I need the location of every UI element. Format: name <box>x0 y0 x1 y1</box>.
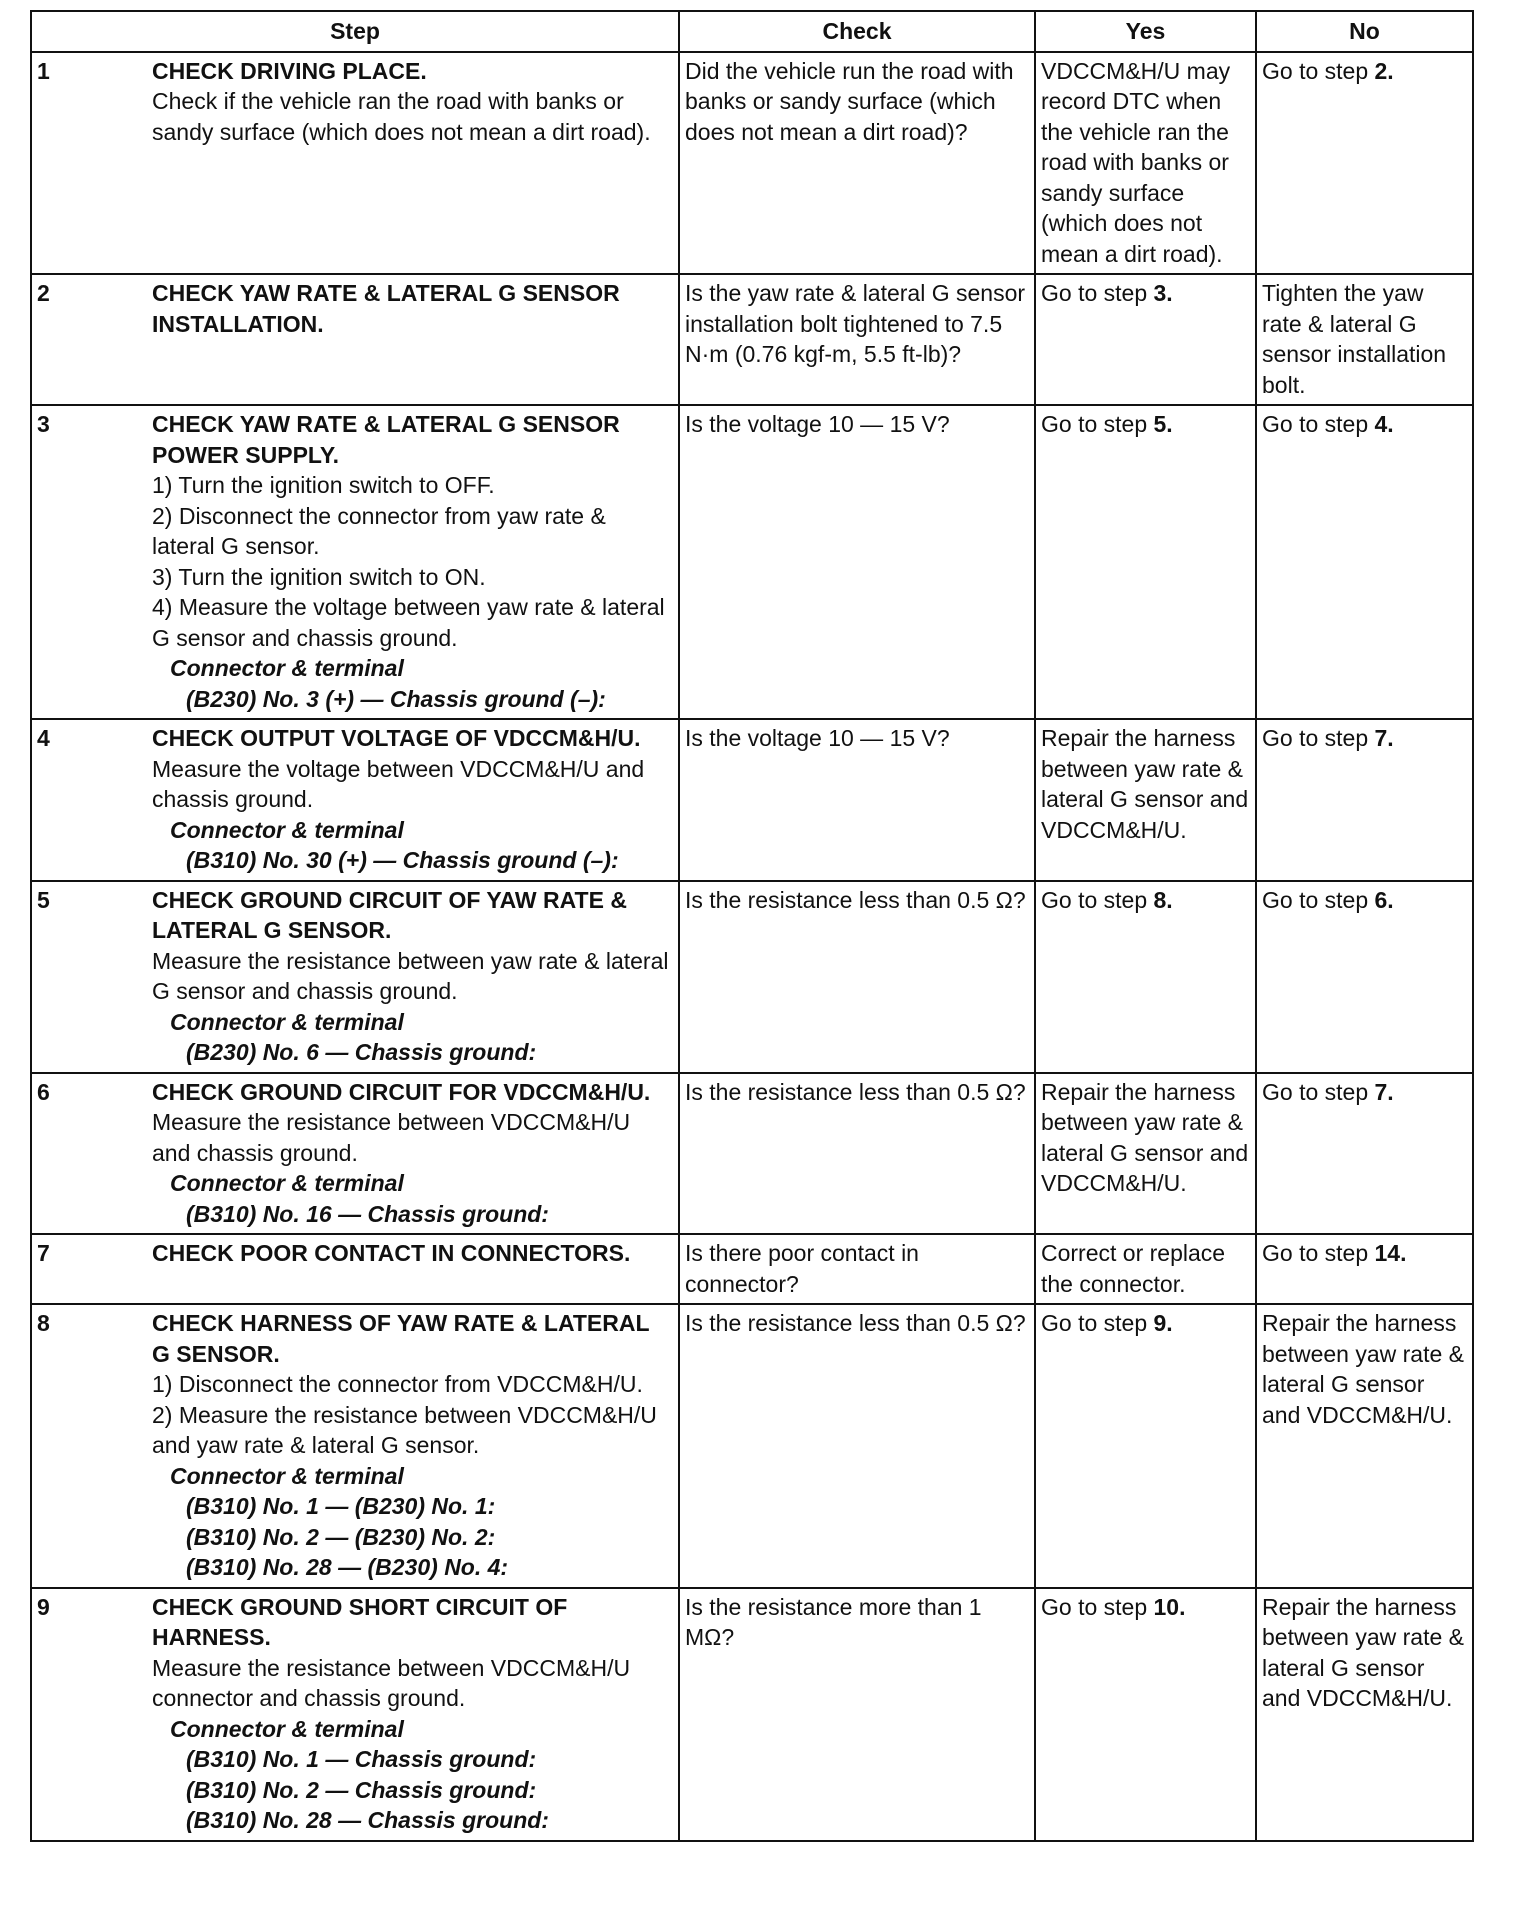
no-cell <box>1256 881 1473 1073</box>
table-row <box>31 52 1473 275</box>
table-row <box>31 881 1473 1073</box>
step-instruction: Measure the resistance between yaw rate & lateral G sensor and chassis ground. <box>152 947 669 1004</box>
step-title: CHECK GROUND CIRCUIT FOR VDCCM&H/U. <box>152 1078 651 1105</box>
step-instruction: 2) Disconnect the connector from yaw rate & lateral G sensor. <box>152 502 606 559</box>
yes-text: Go to step <box>1041 1310 1154 1336</box>
header-no: No <box>1256 11 1473 52</box>
check-cell: Is the resistance less than 0.5 Ω? <box>679 881 1035 1073</box>
yes-cell <box>1035 1304 1256 1588</box>
yes-step-ref: 9. <box>1153 1310 1173 1336</box>
no-step-ref: 2. <box>1374 57 1394 84</box>
step-title: CHECK POOR CONTACT IN CONNECTORS. <box>152 1240 631 1266</box>
step-content <box>37 1308 673 1583</box>
yes-text: Go to step <box>1041 886 1154 913</box>
step-title: CHECK DRIVING PLACE. <box>152 57 427 84</box>
connector-heading: Connector & terminal <box>170 1462 404 1489</box>
no-cell <box>1256 1588 1473 1841</box>
no-text: Go to step <box>1262 725 1375 751</box>
no-cell <box>1256 405 1473 719</box>
step-content <box>37 1077 673 1230</box>
step-cell <box>31 405 679 719</box>
yes-cell <box>1035 1073 1256 1235</box>
table-row <box>31 274 1473 405</box>
yes-text: Correct or replace the connector. <box>1041 1240 1226 1297</box>
document-page <box>30 10 1472 1842</box>
step-content <box>37 885 673 1068</box>
step-title: CHECK YAW RATE & LATERAL G SENSOR INSTALLATION. <box>152 280 620 337</box>
yes-text: Go to step <box>1041 411 1154 437</box>
step-instruction: Measure the resistance between VDCCM&H/U connector and chassis ground. <box>152 1654 631 1711</box>
connector-terminal: (B230) No. 3 (+) — Chassis ground (–): <box>186 685 606 712</box>
step-cell <box>31 1304 679 1588</box>
yes-cell <box>1035 52 1256 275</box>
step-body <box>152 723 673 876</box>
step-number: 8 <box>37 1310 50 1336</box>
step-content <box>37 409 673 714</box>
no-cell <box>1256 1304 1473 1588</box>
check-cell: Is the voltage 10 — 15 V? <box>679 719 1035 881</box>
check-cell: Did the vehicle run the road with banks or sandy surface (which does not mean a dirt road)? <box>679 52 1035 275</box>
step-instruction: 1) Turn the ignition switch to OFF. <box>152 472 495 498</box>
step-number: 6 <box>37 1078 50 1105</box>
table-row <box>31 405 1473 719</box>
table-row <box>31 1234 1473 1304</box>
no-cell <box>1256 274 1473 405</box>
step-cell <box>31 52 679 275</box>
check-cell: Is the voltage 10 — 15 V? <box>679 405 1035 719</box>
step-cell <box>31 1073 679 1235</box>
no-cell <box>1256 719 1473 881</box>
step-instruction: 1) Disconnect the connector from VDCCM&H/U. <box>152 1371 643 1397</box>
step-title: CHECK OUTPUT VOLTAGE OF VDCCM&H/U. <box>152 725 641 751</box>
connector-terminal: (B310) No. 1 — (B230) No. 1: <box>186 1493 496 1519</box>
no-cell <box>1256 1073 1473 1235</box>
yes-step-ref: 8. <box>1153 886 1173 913</box>
header-yes: Yes <box>1035 11 1256 52</box>
yes-step-ref: 5. <box>1153 411 1173 437</box>
step-body <box>152 885 673 1068</box>
yes-text: Go to step <box>1041 280 1154 306</box>
step-cell <box>31 719 679 881</box>
yes-text: VDCCM&H/U may record DTC when the vehicle ran the road with banks or sandy surface (which does not mean a dirt road). <box>1041 57 1231 267</box>
step-number: 4 <box>37 725 50 751</box>
yes-cell <box>1035 274 1256 405</box>
connector-heading: Connector & terminal <box>170 1715 404 1742</box>
step-number: 5 <box>37 886 50 913</box>
step-title: CHECK GROUND SHORT CIRCUIT OF HARNESS. <box>152 1593 568 1650</box>
step-instruction: Check if the vehicle ran the road with banks or sandy surface (which does not mean a dirt road). <box>152 88 651 145</box>
step-content <box>37 1238 673 1269</box>
header-check: Check <box>679 11 1035 52</box>
table-row <box>31 719 1473 881</box>
no-step-ref: 4. <box>1374 411 1394 437</box>
step-content <box>37 56 673 148</box>
no-step-ref: 7. <box>1374 725 1394 751</box>
step-body <box>152 1238 673 1269</box>
step-content <box>37 278 673 339</box>
check-cell: Is the resistance more than 1 MΩ? <box>679 1588 1035 1841</box>
no-text: Go to step <box>1262 411 1375 437</box>
step-cell <box>31 1234 679 1304</box>
step-body <box>152 409 673 714</box>
diagnostic-table <box>30 10 1474 1842</box>
no-cell <box>1256 1234 1473 1304</box>
step-number: 7 <box>37 1240 50 1266</box>
no-cell <box>1256 52 1473 275</box>
connector-heading: Connector & terminal <box>170 655 404 681</box>
step-instruction: Measure the voltage between VDCCM&H/U and chassis ground. <box>152 755 645 812</box>
connector-terminal: (B230) No. 6 — Chassis ground: <box>186 1039 537 1065</box>
yes-cell <box>1035 405 1256 719</box>
check-cell: Is there poor contact in connector? <box>679 1234 1035 1304</box>
no-text: Go to step <box>1262 57 1375 84</box>
no-text: Go to step <box>1262 1240 1375 1266</box>
connector-terminal: (B310) No. 30 (+) — Chassis ground (–): <box>186 847 619 873</box>
step-cell <box>31 881 679 1073</box>
table-row <box>31 1588 1473 1841</box>
table-row <box>31 1073 1473 1235</box>
no-step-ref: 6. <box>1374 886 1394 913</box>
check-cell: Is the yaw rate & lateral G sensor installation bolt tightened to 7.5 N·m (0.76 kgf-m, 5.5 ft-lb)? <box>679 274 1035 405</box>
connector-terminal: (B310) No. 28 — (B230) No. 4: <box>186 1554 509 1580</box>
yes-text: Repair the harness between yaw rate & lateral G sensor and VDCCM&H/U. <box>1041 1078 1249 1196</box>
yes-step-ref: 3. <box>1153 280 1173 306</box>
check-cell: Is the resistance less than 0.5 Ω? <box>679 1304 1035 1588</box>
step-title: CHECK YAW RATE & LATERAL G SENSOR POWER SUPPLY. <box>152 411 620 468</box>
connector-heading: Connector & terminal <box>170 1008 404 1035</box>
no-step-ref: 14. <box>1374 1240 1407 1266</box>
yes-text: Repair the harness between yaw rate & lateral G sensor and VDCCM&H/U. <box>1041 725 1249 843</box>
step-instruction: Measure the resistance between VDCCM&H/U and chassis ground. <box>152 1109 631 1166</box>
step-body <box>152 1592 673 1836</box>
check-cell: Is the resistance less than 0.5 Ω? <box>679 1073 1035 1235</box>
step-content <box>37 1592 673 1836</box>
no-text: Repair the harness between yaw rate & lateral G sensor and VDCCM&H/U. <box>1262 1310 1465 1428</box>
step-cell <box>31 1588 679 1841</box>
step-instruction: 2) Measure the resistance between VDCCM&H/U and yaw rate & lateral G sensor. <box>152 1401 657 1458</box>
step-body <box>152 56 673 148</box>
no-text: Go to step <box>1262 886 1375 913</box>
yes-text: Go to step <box>1041 1593 1154 1620</box>
yes-step-ref: 10. <box>1153 1593 1186 1620</box>
step-instruction: 3) Turn the ignition switch to ON. <box>152 563 486 590</box>
header-step: Step <box>31 11 679 52</box>
step-number: 3 <box>37 411 50 437</box>
no-step-ref: 7. <box>1374 1078 1394 1105</box>
no-text: Go to step <box>1262 1078 1375 1105</box>
step-content <box>37 723 673 876</box>
connector-heading: Connector & terminal <box>170 816 404 843</box>
yes-cell <box>1035 719 1256 881</box>
step-number: 9 <box>37 1593 50 1620</box>
step-number: 1 <box>37 57 50 84</box>
step-number: 2 <box>37 280 50 306</box>
connector-terminal: (B310) No. 2 — (B230) No. 2: <box>186 1523 496 1550</box>
table-row <box>31 1304 1473 1588</box>
step-instruction: 4) Measure the voltage between yaw rate & lateral G sensor and chassis ground. <box>152 594 665 651</box>
header-row <box>31 11 1473 52</box>
connector-terminal: (B310) No. 2 — Chassis ground: <box>186 1776 537 1803</box>
yes-cell <box>1035 1234 1256 1304</box>
step-body <box>152 278 673 339</box>
table-body <box>31 52 1473 1841</box>
step-title: CHECK HARNESS OF YAW RATE & LATERAL G SENSOR. <box>152 1310 650 1367</box>
connector-terminal: (B310) No. 16 — Chassis ground: <box>186 1200 549 1227</box>
no-text: Tighten the yaw rate & lateral G sensor installation bolt. <box>1262 280 1447 398</box>
step-title: CHECK GROUND CIRCUIT OF YAW RATE & LATERAL G SENSOR. <box>152 886 627 943</box>
step-cell <box>31 274 679 405</box>
connector-terminal: (B310) No. 28 — Chassis ground: <box>186 1807 549 1833</box>
no-text: Repair the harness between yaw rate & lateral G sensor and VDCCM&H/U. <box>1262 1593 1465 1711</box>
step-body <box>152 1077 673 1230</box>
connector-terminal: (B310) No. 1 — Chassis ground: <box>186 1746 537 1772</box>
step-body <box>152 1308 673 1583</box>
yes-cell <box>1035 881 1256 1073</box>
connector-heading: Connector & terminal <box>170 1170 404 1196</box>
yes-cell <box>1035 1588 1256 1841</box>
